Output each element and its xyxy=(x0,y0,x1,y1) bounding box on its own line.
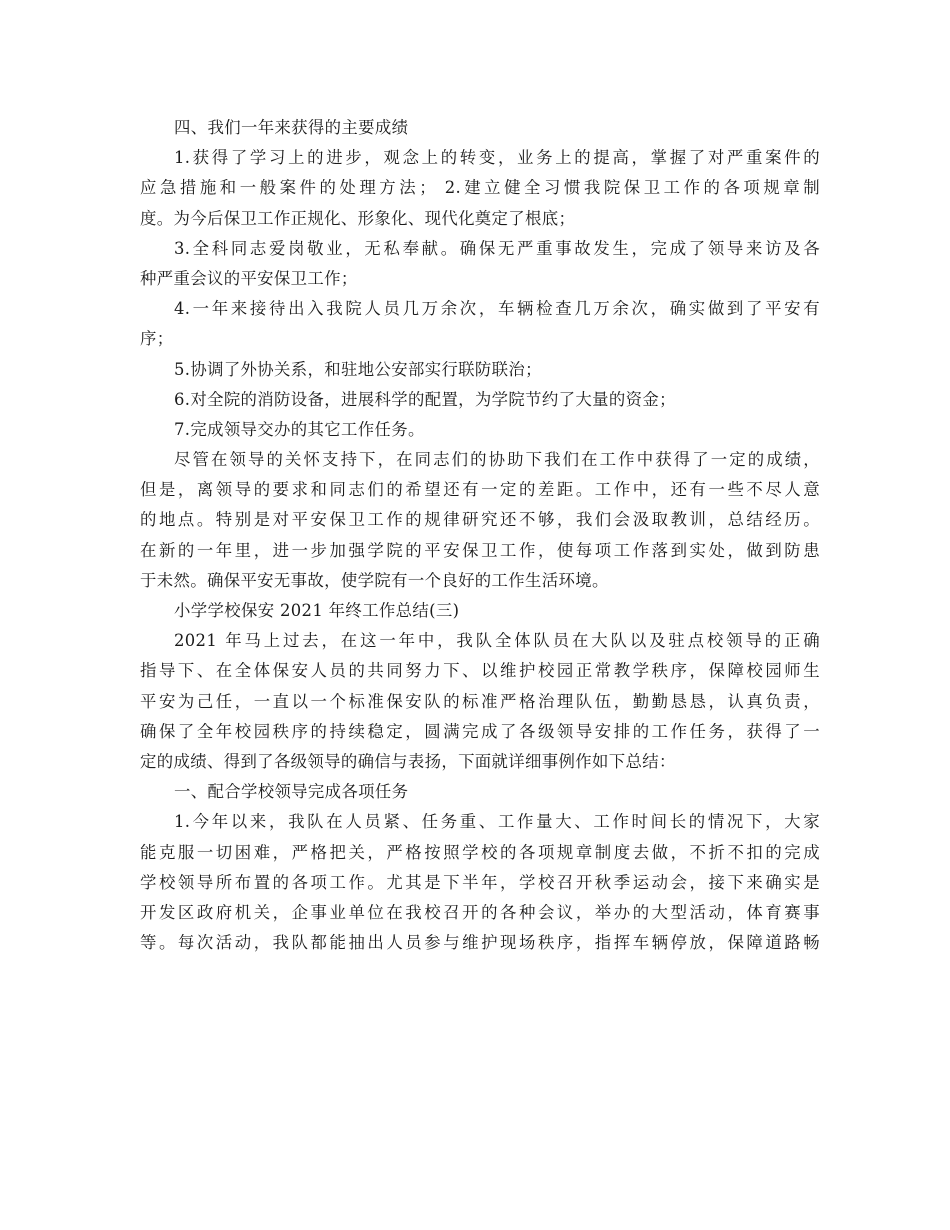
text-line: 序； xyxy=(140,329,174,349)
text-line: 小学学校保安 2021 年终工作总结(三) xyxy=(174,601,460,620)
text-line: 于未然。确保平安无事故，使学院有一个良好的工作生活环境。 xyxy=(140,570,609,590)
text-line: 一、配合学校领导完成各项任务 xyxy=(174,782,409,802)
text-line: 能克服一切困难，严格把关，严格按照学校的各项规章制度去做，不折不扣的完成 xyxy=(140,842,820,862)
text-line: 等。每次活动，我队都能抽出人员参与维护现场秩序，指挥车辆停放，保障道路畅 xyxy=(140,933,820,953)
text-line: 确保了全年校园秩序的持续稳定，圆满完成了各级领导安排的工作任务，获得了一 xyxy=(140,721,820,741)
text-line: 学校领导所布置的各项工作。尤其是下半年，学校召开秋季运动会，接下来确实是 xyxy=(140,872,820,892)
text-line: 四、我们一年来获得的主要成绩 xyxy=(174,118,409,137)
document-body xyxy=(140,113,820,958)
text-line: 7.完成领导交办的其它工作任务。 xyxy=(174,419,425,439)
text-line: 2021 年马上过去，在这一年中，我队全体队员在大队以及驻点校领导的正确 xyxy=(174,631,820,651)
text-line: 3.全科同志爱岗敬业，无私奉献。确保无严重事故发生，完成了领导来访及各 xyxy=(174,238,820,258)
text-line: 尽管在领导的关怀支持下，在同志们的协助下我们在工作中获得了一定的成绩， xyxy=(174,450,820,470)
text-line: 平安为己任，一直以一个标准保安队的标准严格治理队伍，勤勤恳恳，认真负责， xyxy=(140,691,820,711)
text-line: 但是，离领导的要求和同志们的希望还有一定的差距。工作中，还有一些不尽人意 xyxy=(140,480,820,500)
text-line: 1.获得了学习上的进步，观念上的转变，业务上的提高，掌握了对严重案件的 xyxy=(174,148,820,168)
text-line: 定的成绩、得到了各级领导的确信与表扬，下面就详细事例作如下总结： xyxy=(140,751,676,771)
text-line: 开发区政府机关，企事业单位在我校召开的各种会议，举办的大型活动，体育赛事 xyxy=(140,902,820,922)
text-line: 的地点。特别是对平安保卫工作的规律研究还不够，我们会汲取教训，总结经历。 xyxy=(140,510,820,530)
text-line: 度。为今后保卫工作正规化、形象化、现代化奠定了根底； xyxy=(140,208,576,228)
text-line: 应急措施和一般案件的处理方法； 2.建立健全习惯我院保卫工作的各项规章制 xyxy=(140,178,820,198)
text-line: 种严重会议的平安保卫工作； xyxy=(140,268,358,288)
text-line: 5.协调了外协关系，和驻地公安部实行联防联治； xyxy=(174,359,542,379)
text-line: 4.一年来接待出入我院人员几万余次，车辆检查几万余次，确实做到了平安有 xyxy=(174,299,820,319)
text-line: 指导下、在全体保安人员的共同努力下、以维护校园正常教学秩序，保障校园师生 xyxy=(140,661,820,681)
text-line: 6.对全院的消防设备，进展科学的配置，为学院节约了大量的资金； xyxy=(174,389,676,409)
text-line: 1.今年以来，我队在人员紧、任务重、工作量大、工作时间长的情况下，大家 xyxy=(174,812,820,832)
text-line: 在新的一年里，进一步加强学院的平安保卫工作，使每项工作落到实处，做到防患 xyxy=(140,540,820,560)
